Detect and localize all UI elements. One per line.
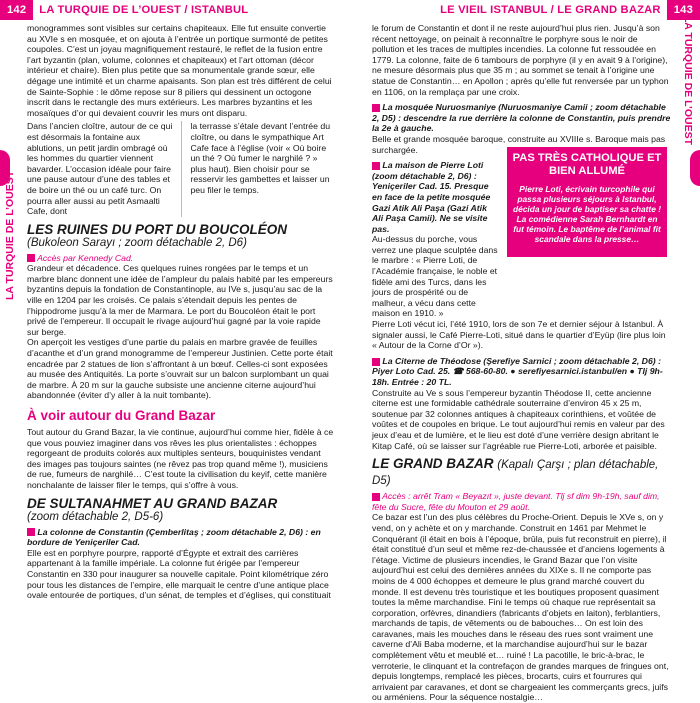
paragraph: Grandeur et décadence. Ces quelques ruines rongées par le temps et un marbre blanc donnent une idée de l’ampleur du palais habité par les empereurs byzantins depuis la fondation de Constantinople, au IVe s, jusqu’au sac de la ville en 1204 par les croisés. Ce palais s’étendait depuis les pentes de l’hippodrome jusqu’à la mer de Marmara. Le port du Boucoléon était le port privé de l’empereur. Il occupait le rivage aujourd’hui gagné par la voie rapide sur berge.: [27, 263, 333, 337]
callout-text: Pierre Loti, écrivain turcophile qui passa plusieurs séjours à Istanbul, décida un jour de baptiser sa chatte ! La comédienne Sarah Bernhardt en fut témoin. Le baptême de l’animal fit scandale dans la presse…: [513, 184, 661, 245]
page-number: 142: [0, 0, 33, 20]
location-icon: [372, 358, 380, 366]
section-title: À voir autour du Grand Bazar: [27, 408, 216, 423]
section-title: LES RUINES DU PORT DU BOUCOLÉON: [27, 221, 288, 237]
paragraph: Construite au Ve s sous l’empereur byzantin Théodose II, cette ancienne citerne est une formidable cathédrale souterraine d’environ 45 x 25 m, soutenue par 32 colonnes antiques à chapiteaux corinthiens, et voûtée de voûtes et de coupoles en brique. Le tout aujourd’hui remis en valeur par des jeux d’eau et de lumière, et le lieu est doté d’une verrière design abritant le Kitap Café, où se laisser sur l’agréable rue Pierre-Loti, arborée et paisible.: [372, 387, 665, 451]
entry-heading: La colonne de Constantin (Çemberlitaş ; zoom détachable 2, D6) : en bordure de Yeniçeriler Cad.: [27, 526, 321, 548]
entry-heading: La Citerne de Théodose (Şerefiye Sarnici ; zoom détachable 2, D6) : Piyer Loto Cad. 25. ☎ 568-60-80. ● serefiyesarnici.istanbul/en ● Tlj 9h-18h. Entrée : 20 TL.: [372, 355, 663, 387]
paragraph: Elle est en porphyre pourpre, rapporté d’Égypte et extrait des carrières appartenant à la famille impériale. La colonne fut érigée par l’empereur Constantin en 330 pour inaugurer sa nouvelle capitale. Point kilométrique zéro pour tous les distances de l’empire, elle marquait le centre d’une antique place ovale entourée de portiques, d’un sénat, de temples et d’églises, qui constituait: [27, 547, 331, 601]
access-info: Accès par Kennedy Cad.: [27, 253, 334, 264]
side-tab-right: [678, 150, 700, 315]
left-column: [27, 23, 334, 601]
location-icon: [372, 493, 380, 501]
page-number: 143: [667, 0, 700, 20]
side-tab-label: LA TURQUIE DE L’OUEST: [682, 15, 694, 145]
paragraph: le forum de Constantin et dont il ne reste aujourd’hui plus rien. Jusqu’à son récent nettoyage, on peinait à reconnaître le porphyre sous le noir de pollution et les traces de multiples incendies. La colonne fut ressoudée en 1779. La colonne, faite de 6 tambours de porphyre (il y en avait 9 à l’origine), ne mesure désormais plus que 35 m ; au sommet se tenait à l’origine une statue de Constantin… en Apollon ; après qu’elle fut renversée par un typhon en 1106, on la remplaça par une croix.: [372, 23, 669, 97]
section-subtitle: (zoom détachable 2, D5-6): [27, 510, 164, 523]
callout-title: PAS TRÈS CATHOLIQUE ET BIEN ALLUMÉ: [512, 152, 662, 177]
header-right: [350, 0, 700, 20]
section-title: LE GRAND BAZAR (Kapalı Çarşı ; plan détachable, D5): [372, 456, 659, 488]
entry-heading: La mosquée Nuruosmaniye (Nuruosmaniye Camii ; zoom détachable 2, D5) : descendre la rue derrière la colonne de Constantin, puis prendre la 2e à gauche.: [372, 102, 671, 134]
paragraph: Au-dessus du porche, vous verrez une plaque sculptée dans le marbre : « Pierre Loti, de l’Académie française, le noble et fidèle ami des Turcs, dans les jours de prospérité ou de malheur, a vécu dans cette maison en 1910. »: [372, 234, 498, 319]
aside: [27, 121, 334, 216]
location-icon: [372, 104, 380, 112]
paragraph: Tout autour du Grand Bazar, la vie continue, aujourd’hui comme hier, fidèle à ce que vous pouviez imaginer dans vos rêves les plus orientalistes : échoppes regorgeant de produits colorés aux multiples senteurs, bouquinistes vendant des images pas toujours saintes (ne rêvez pas trop quand même !), musiciens de rue, fumeurs de narghilé… C’est toute la civilisation du keyif, cette manière nonchalante de laisser filer le temps, qui s’offre à vous.: [27, 427, 334, 490]
location-icon: [372, 162, 380, 170]
entry-heading: La maison de Pierre Loti (zoom détachable 2, D6) : Yeniçeriler Cad. 15. Presque en face de la petite mosquée Gazi Atik Ali Paşa (Gazi Atik Ali Paşa Camii). Ne se visite pas.: [372, 160, 491, 234]
section-subtitle: (Bukoleon Sarayı ; zoom détachable 2, D6): [27, 236, 247, 249]
paragraph: On aperçoit les vestiges d’une partie du palais en marbre gravée de feuilles d’acanthe et d’un grand monogramme de l’empereur Justinien. Cette porte était encadrée par 2 statues de lion s’affrontant à un bœuf. Celles-ci sont exposées au musée des Antiquités. La porte s’ouvrait sur un balcon surplombant un quai de marbre. À 20 m sur la gauche subsiste une ancienne citerne aujourd’hui abandonnée (éviter d’y aller à la nuit tombante).: [27, 337, 333, 401]
header-left: [0, 0, 350, 20]
paragraph: monogrammes sont visibles sur certains chapiteaux. Elle fut ensuite convertie au XVIe s en mosquée, et on ajouta à l’entrée un portique surmonté de petites coupoles. C’est un joyau magnifiquement restauré, le reflet de la fusion entre l’art byzantin (plan, volume, colonnes et chapiteaux) et l’art ottoman (décor intérieur et chaire). Bien plus petite que sa monumentale grande sœur, elle dégage une intimité et un charme apaisants. Son plan est très différent de celui de Sainte-Sophie : le dôme repose sur 8 piliers qui dessinent un octogone inscrit dans le rectangle des murs extérieurs. Les marbres byzantins et les mosaïques d’or qui devaient couvrir les murs ont disparu.: [27, 23, 332, 118]
callout-box: [507, 147, 667, 257]
running-title: LA TURQUIE DE L’OUEST / ISTANBUL: [39, 4, 249, 16]
paragraph: Pierre Loti vécut ici, l’été 1910, lors de son 7e et dernier séjour à Istanbul. À signaler aussi, le Café Pierre-Loti, situé dans le quartier d’Eyüp (lire plus loin « Autour de la Corne d’Or »).: [372, 319, 666, 351]
location-icon: [27, 528, 35, 536]
running-title: LE VIEIL ISTANBUL / LE GRAND BAZAR: [440, 4, 661, 16]
side-tab-label: LA TURQUIE DE L’OUEST: [4, 170, 16, 300]
paragraph: Belle et grande mosquée baroque, construite au XVIIIe s. Baroque mais pas surchargée.: [372, 133, 666, 155]
aside-text: Dans l’ancien cloître, autour de ce qui est désormais la fontaine aux ablutions, un petit jardin ombragé où les hommes du quartier viennent bavarder. L’occasion idéale pour faire une pause autour d’une des tables et de boire un thé ou un café turc. On pourra aller aussi au petit Asmaalti Cafe, dont: [27, 121, 182, 216]
paragraph: Ce bazar est l’un des plus célèbres du Proche-Orient. Depuis le XVe s, on y vend, on y achète et on y marchande. Construit en 1461 par Mehmet le Conquérant (il était en bois à l’époque, brûla, puis fut reconstruit en pierre), il était constitué d’un seul et même rez-de-chaussée et d’anciens logements à l’étage. Victime de plusieurs incendies, le Grand Bazar que l’on visite aujourd’hui est celui des dernières années du XIXe s. Il ne comporte pas moins de 4 000 échoppes et demeure le plus grand marché couvert du monde. Il est devenu très touristique et les boutiques proposent quasiment toutes la même marchandise. Fini le temps où chaque rue représentait sa corporation, orfèvres, dinandiers (fabricants d’objets en laiton), ferblantiers, marchands de tapis, de vêtements ou de babouches… On est loin des caravanes, mais les mouches dans le réseau des rues sont vraiment une caverne d’Ali Baba moderne, et la marchandise aujourd’hui sur le bazar complètement vêtu et meublé et… ruiné ! La pacotille, le bric-à-brac, le verroterie, le clinquant et la contrefaçon de grandes marques de fringues ont, depuis longtemps, remplacé les pièces, brocarts, cuirs et fourrures qui arrivaient par caravanes, et dont se chargeaient les commerçants grecs, juifs ou arméniens. Pour la séquence nostalgie…: [372, 512, 669, 703]
side-marker-icon: [690, 150, 700, 186]
location-icon: [27, 254, 35, 262]
access-info: Accès : arrêt Tram « Beyazıt », juste devant. Tlj sf dim 9h-19h, sauf dim, fête du Sucre, fête du Mouton et 29 août.: [372, 491, 660, 512]
right-column: [372, 23, 672, 703]
aside-text: la terrasse s’étale devant l’entrée du cloître, ou dans le sympathique Art Cafe face à l’église (voir « Où boire un thé ? Où fumer le narghilé ? » plus haut). Bien choisir pour se resservir les gambettes et laisser un peu filer le temps.: [190, 121, 331, 195]
section-title: DE SULTANAHMET AU GRAND BAZAR: [27, 495, 278, 511]
